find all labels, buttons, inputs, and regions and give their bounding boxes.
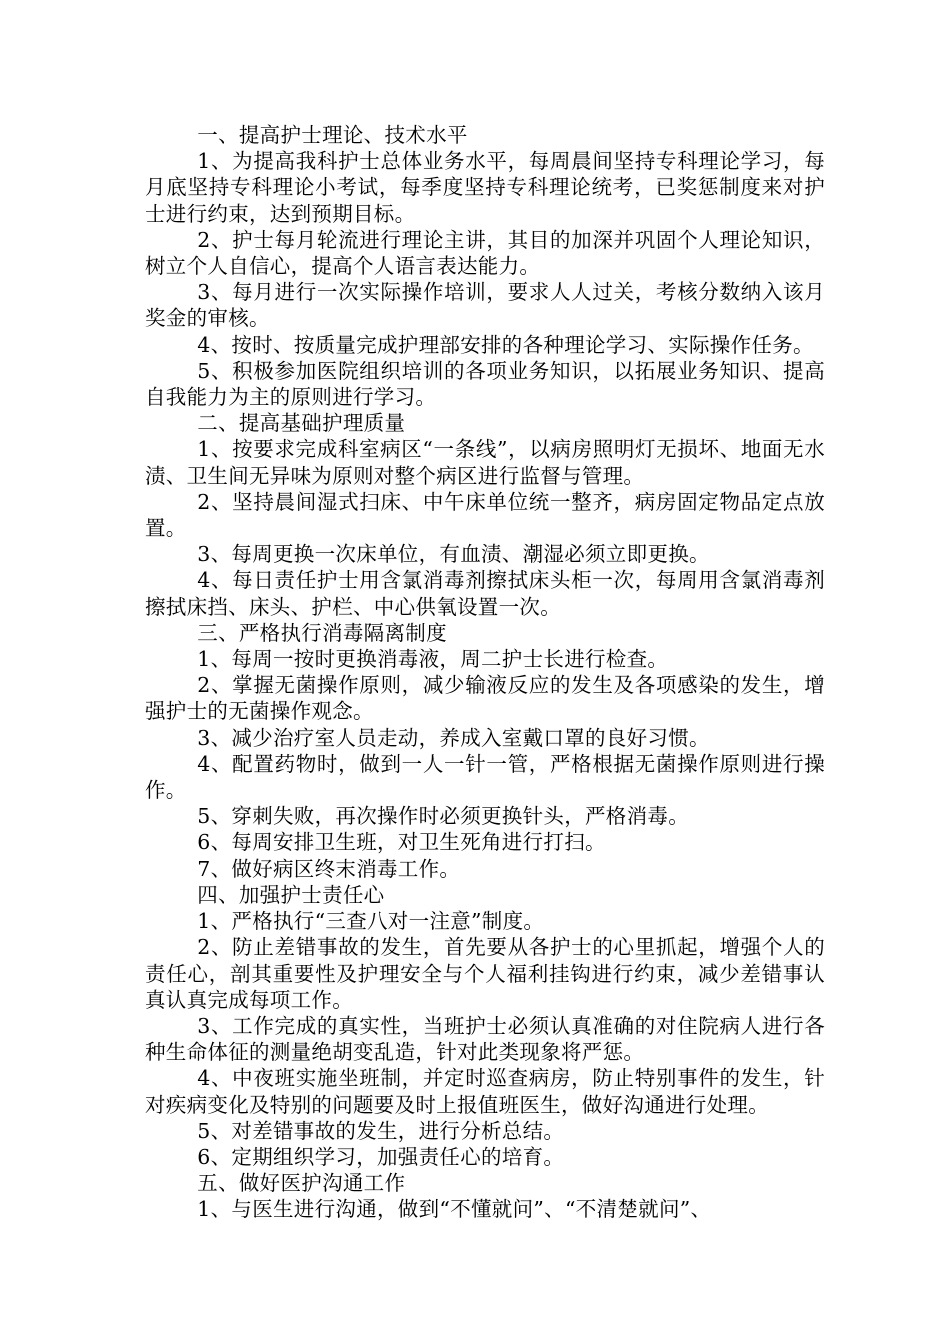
paragraph-2-2: 2、坚持晨间湿式扫床、中午床单位统一整齐，病房固定物品定点放置。 [145, 489, 825, 541]
paragraph-4-4: 4、中夜班实施坐班制，并定时巡查病房，防止特别事件的发生，针对疾病变化及特别的问题要及时上报值班医生，做好沟通进行处理。 [145, 1066, 825, 1117]
paragraph-4-1: 1、严格执行“三查八对一注意”制度。 [197, 909, 545, 934]
paragraph-3-5: 5、穿刺失败，再次操作时必须更换针头，严格消毒。 [197, 804, 690, 829]
paragraph-4-6: 6、定期组织学习，加强责任心的培育。 [197, 1144, 565, 1169]
paragraph-3-6: 6、每周安排卫生班，对卫生死角进行打扫。 [197, 830, 606, 855]
paragraph-4-2: 2、防止差错事故的发生，首先要从各护士的心里抓起，增强个人的责任心，剖其重要性及护理安全与个人福利挂钩进行约束，减少差错事认真认真完成每项工作。 [145, 935, 825, 1012]
paragraph-3-3: 3、减少治疗室人员走动，养成入室戴口罩的良好习惯。 [197, 725, 710, 750]
paragraph-1-5: 5、积极参加医院组织培训的各项业务知识，以拓展业务知识、提高自我能力为主的原则进行学习。 [145, 358, 825, 410]
paragraph-1-2: 2、护士每月轮流进行理论主讲，其目的加深并巩固个人理论知识，树立个人自信心，提高个人语言表达能力。 [145, 227, 825, 279]
paragraph-3-2: 2、掌握无菌操作原则，减少输液反应的发生及各项感染的发生，增强护士的无菌操作观念。 [145, 673, 825, 724]
section-heading-3: 三、严格执行消毒隔离制度 [197, 620, 447, 645]
paragraph-3-1: 1、每周一按时更换消毒液，周二护士长进行检查。 [197, 647, 669, 672]
paragraph-2-1: 1、按要求完成科室病区“一条线”，以病房照明灯无损坏、地面无水渍、卫生间无异味为原则对整个病区进行监督与管理。 [145, 437, 825, 488]
paragraph-1-3: 3、每月进行一次实际操作培训，要求人人过关，考核分数纳入该月奖金的审核。 [145, 280, 825, 331]
paragraph-4-5: 5、对差错事故的发生，进行分析总结。 [197, 1118, 565, 1143]
paragraph-5-1: 1、与医生进行沟通，做到“不懂就问”、“不清楚就问”、 [197, 1197, 712, 1222]
document-body [145, 122, 825, 1223]
paragraph-3-4: 4、配置药物时，做到一人一针一管，严格根据无菌操作原则进行操作。 [145, 751, 825, 803]
paragraph-4-3: 3、工作完成的真实性，当班护士必须认真准确的对住院病人进行各种生命体征的测量绝胡变乱造，针对此类现象将严惩。 [145, 1013, 825, 1065]
paragraph-1-4: 4、按时、按质量完成护理部安排的各种理论学习、实际操作任务。 [197, 332, 814, 357]
section-heading-2: 二、提高基础护理质量 [197, 411, 406, 436]
paragraph-2-3: 3、每周更换一次床单位，有血渍、潮湿必须立即更换。 [197, 542, 710, 567]
section-heading-5: 五、做好医护沟通工作 [197, 1171, 406, 1196]
paragraph-3-7: 7、做好病区终末消毒工作。 [197, 856, 461, 881]
paragraph-1-1: 1、为提高我科护士总体业务水平，每周晨间坚持专科理论学习，每月底坚持专科理论小考试，每季度坚持专科理论统考，已奖惩制度来对护士进行约束，达到预期目标。 [145, 149, 825, 226]
paragraph-2-4: 4、每日责任护士用含氯消毒剂擦拭床头柜一次，每周用含氯消毒剂擦拭床挡、床头、护栏、中心供氧设置一次。 [145, 568, 825, 619]
section-heading-1: 一、提高护士理论、技术水平 [197, 123, 468, 147]
section-heading-4: 四、加强护士责任心 [197, 882, 385, 907]
